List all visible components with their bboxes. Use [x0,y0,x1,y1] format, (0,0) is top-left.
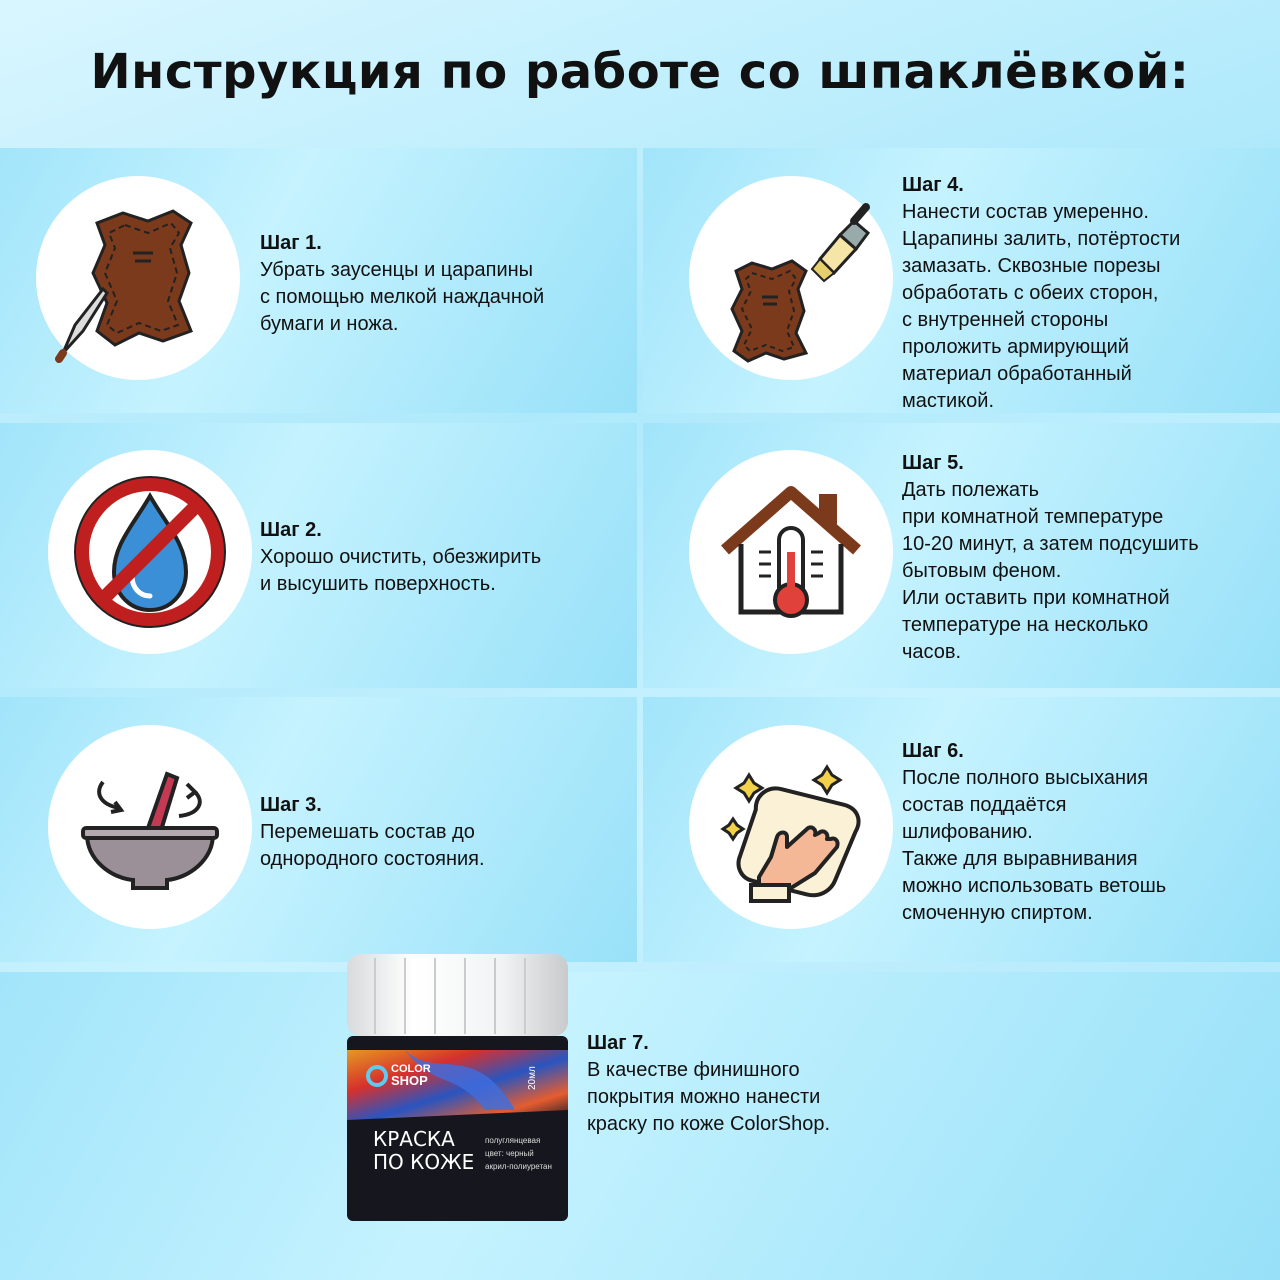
step-6-text [902,738,1166,927]
step-5-heading: Шаг 5. [902,452,964,474]
step-1-heading: Шаг 1. [260,232,322,254]
no-water-icon [70,472,230,632]
step-3-icon-circle [48,725,252,929]
step-5-body: Дать полежать при комнатной температуре 10-20 минут, а затем подсушить бытовым феном. Или оставить при комнатной температуре на несколько часов. [902,479,1199,663]
step-7-heading: Шаг 7. [587,1032,649,1054]
paint-jar-icon [345,950,570,1225]
step-1-text [260,230,544,338]
step-2-heading: Шаг 2. [260,519,322,541]
jar-spec-3: акрил-полиуретан [485,1162,552,1171]
jar-spec-1: полуглянцевая [485,1136,541,1145]
step-2-icon-circle [48,450,252,654]
page-title: Инструкция по работе со шпаклёвкой: [90,44,1190,100]
leather-brush-icon [706,193,876,363]
step-4-text [902,172,1180,415]
jar-volume: 20мл [527,1066,538,1090]
jar-product-name [373,1128,474,1174]
leather-knife-icon [53,193,223,363]
step-5-text [902,450,1199,666]
step-7-text [587,1030,830,1138]
step-6-body: После полного высыхания состав поддаётся шлифованию. Также для выравнивания можно использовать ветошь смоченную спиртом. [902,767,1167,924]
step-3-text [260,792,485,873]
step-3-heading: Шаг 3. [260,794,322,816]
house-thermometer-icon [711,472,871,632]
jar-name-line2: ПО КОЖЕ [373,1150,475,1174]
jar-specs [485,1134,552,1173]
step-6-heading: Шаг 6. [902,740,964,762]
jar-brand-line2: SHOP [391,1073,428,1088]
step-4-heading: Шаг 4. [902,174,964,196]
jar-spec-2: цвет: черный [485,1149,534,1158]
jar-name-line1: КРАСКА [373,1127,455,1151]
step-6-icon-circle [689,725,893,929]
step-4-body: Нанести состав умеренно. Царапины залить, потёртости замазать. Сквозные порезы обработать с обеих сторон, с внутренней стороны проложить армирующий материал обработанный мастикой. [902,201,1181,412]
jar-brand [391,1063,431,1087]
step-4-icon-circle [689,176,893,380]
jar-brand-line1: COLOR [391,1063,431,1075]
step-3-body: Перемешать состав до однородного состояния. [260,821,485,870]
step-5-icon-circle [689,450,893,654]
step-2-body: Хорошо очистить, обезжирить и высушить поверхность. [260,546,542,595]
step-2-text [260,517,541,598]
mixing-bowl-icon [75,752,225,902]
step-1-body: Убрать заусенцы и царапины с помощью мелкой наждачной бумаги и ножа. [260,259,545,335]
hand-cloth-icon [711,747,871,907]
step-7-body: В качестве финишного покрытия можно нанести краску по коже ColorShop. [587,1059,831,1135]
step-1-icon-circle [36,176,240,380]
